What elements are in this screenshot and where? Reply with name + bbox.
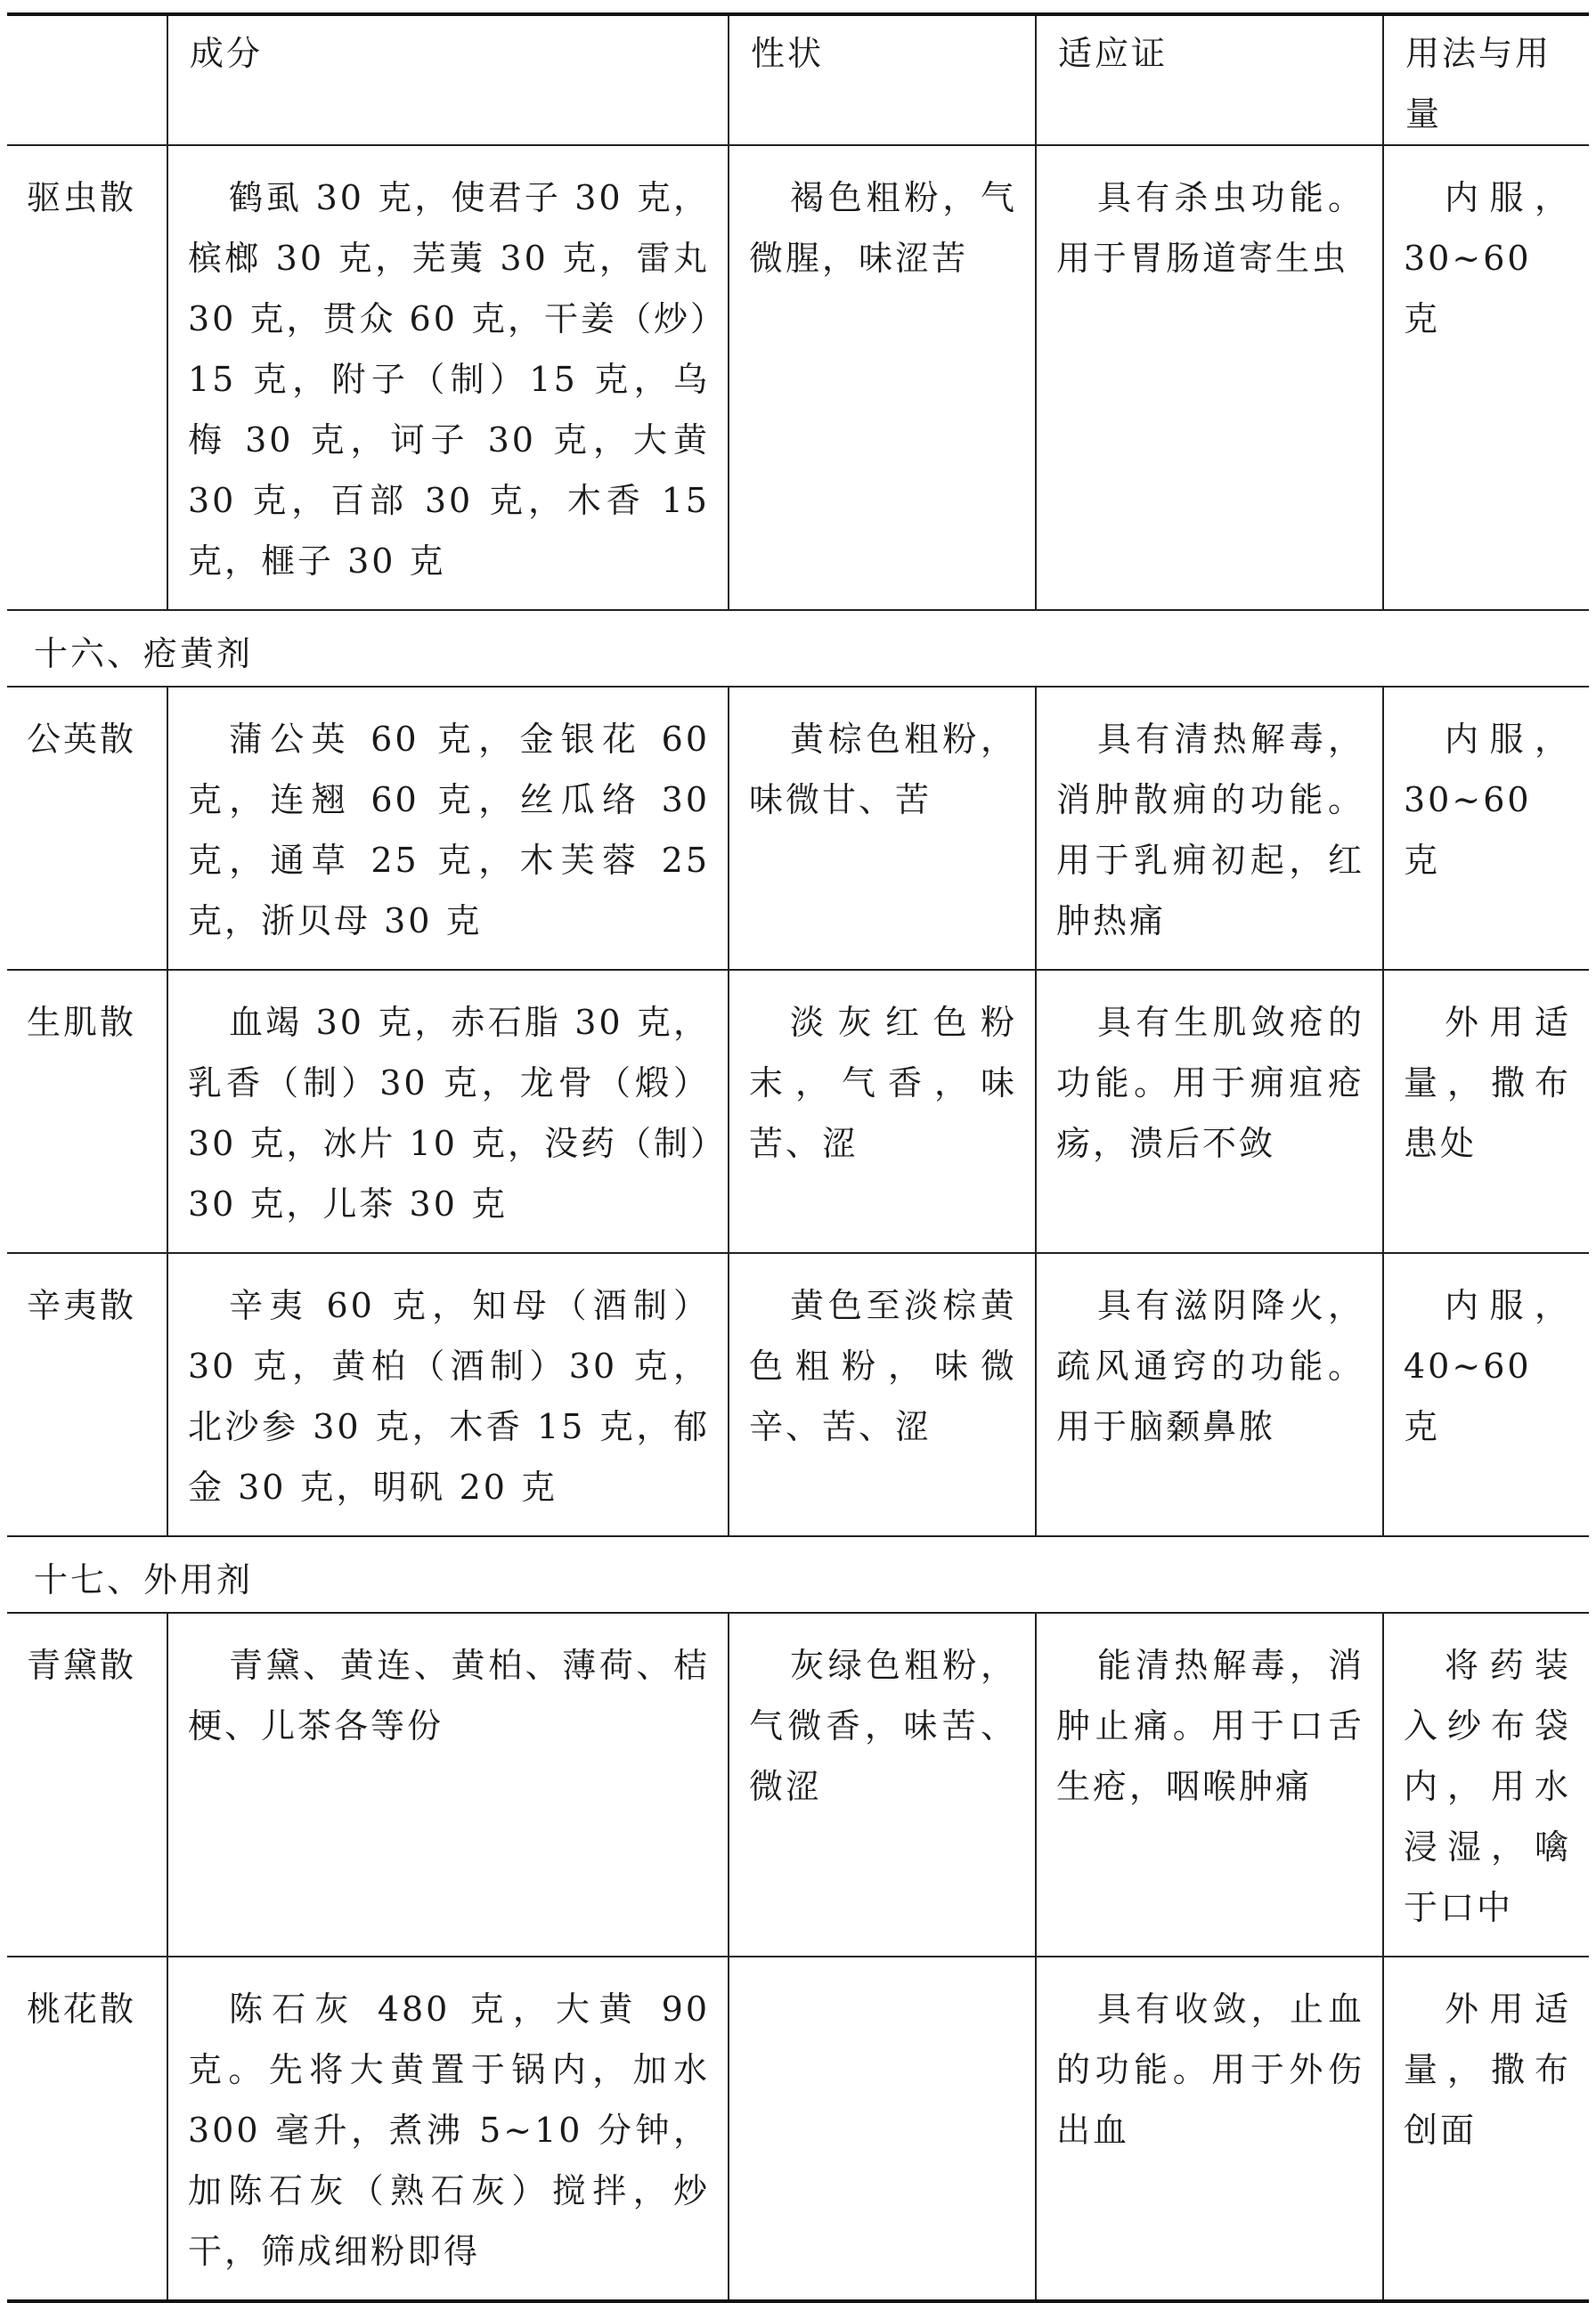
- section-title: 十七、外用剂: [7, 1536, 1589, 1613]
- formula-name: 生肌散: [7, 970, 167, 1253]
- formula-ingredients: [167, 145, 729, 610]
- usage-text: 内服，40~60 克: [1404, 1286, 1571, 1446]
- formula-ingredients: [167, 1253, 729, 1536]
- ingredients-text: 青黛、黄连、黄柏、薄荷、桔梗、儿茶各等份: [188, 1646, 710, 1746]
- formula-indications: [1036, 1253, 1383, 1536]
- formula-name: 青黛散: [7, 1613, 167, 1957]
- table-header-row: [7, 14, 1589, 145]
- properties-text: 褐色粗粉，气微腥，味涩苦: [749, 178, 1017, 278]
- ingredients-text: 鹤虱 30 克，使君子 30 克，槟榔 30 克，芜荑 30 克，雷丸 30 克，贯众 60 克，干姜（炒）15 克，附子（制）15 克，乌梅 30 克，诃子 30 克，大黄 30 克，百部 30 克，木香 15 克，榧子 30 克: [188, 178, 710, 581]
- formula-name: 辛夷散: [7, 1253, 167, 1536]
- table-row: [7, 1253, 1589, 1536]
- usage-text: 内服，30~60 克: [1404, 178, 1571, 338]
- formula-table: [7, 12, 1589, 2303]
- formula-usage: [1383, 1957, 1589, 2301]
- formula-usage: [1383, 1613, 1589, 1957]
- formula-properties: [729, 145, 1036, 610]
- formula-ingredients: [167, 1957, 729, 2301]
- properties-text: 淡灰红色粉末，气香，味苦、涩: [749, 1003, 1017, 1163]
- formula-usage: [1383, 1253, 1589, 1536]
- indications-text: 具有收敛，止血的功能。用于外伤出血: [1056, 1990, 1364, 2150]
- header-indications: 适应证: [1036, 14, 1383, 145]
- properties-text: 黄棕色粗粉，味微甘、苦: [749, 720, 1017, 819]
- formula-name: 驱虫散: [7, 145, 167, 610]
- ingredients-text: 辛夷 60 克，知母（酒制）30 克，黄柏（酒制）30 克，北沙参 30 克，木香 15 克，郁金 30 克，明矾 20 克: [188, 1286, 710, 1507]
- ingredients-text: 蒲公英 60 克，金银花 60 克，连翘 60 克，丝瓜络 30 克，通草 25 克，木芙蓉 25 克，浙贝母 30 克: [188, 720, 710, 940]
- ingredients-text: 陈石灰 480 克，大黄 90 克。先将大黄置于锅内，加水 300 毫升，煮沸 5~10 分钟，加陈石灰（熟石灰）搅拌，炒干，筛成细粉即得: [188, 1990, 710, 2271]
- table-row: [7, 687, 1589, 970]
- properties-text: 灰绿色粗粉，气微香，味苦、微涩: [749, 1646, 1017, 1806]
- formula-indications: [1036, 145, 1383, 610]
- header-properties: 性状: [729, 14, 1036, 145]
- table-row: [7, 1957, 1589, 2301]
- indications-text: 能清热解毒，消肿止痛。用于口舌生疮，咽喉肿痛: [1056, 1646, 1364, 1806]
- table-row: [7, 145, 1589, 610]
- indications-text: 具有清热解毒，消肿散痈的功能。用于乳痈初起，红肿热痛: [1056, 720, 1364, 940]
- header-usage: 用法与用量: [1383, 14, 1589, 145]
- formula-indications: [1036, 1957, 1383, 2301]
- formula-ingredients: [167, 687, 729, 970]
- header-ingredients: 成分: [167, 14, 729, 145]
- usage-text: 外用适量，撒布患处: [1404, 1003, 1571, 1163]
- formula-name: 桃花散: [7, 1957, 167, 2301]
- section-title-row: [7, 1536, 1589, 1613]
- formula-properties: [729, 1253, 1036, 1536]
- section-title: 十六、疮黄剂: [7, 610, 1589, 687]
- properties-text: 黄色至淡棕黄色粗粉，味微辛、苦、涩: [749, 1286, 1017, 1446]
- indications-text: 具有杀虫功能。用于胃肠道寄生虫: [1056, 178, 1364, 278]
- formula-indications: [1036, 687, 1383, 970]
- section-title-row: [7, 610, 1589, 687]
- formula-name: 公英散: [7, 687, 167, 970]
- usage-text: 外用适量，撒布创面: [1404, 1990, 1571, 2150]
- indications-text: 具有滋阴降火，疏风通窍的功能。用于脑颡鼻脓: [1056, 1286, 1364, 1446]
- formula-usage: [1383, 687, 1589, 970]
- indications-text: 具有生肌敛疮的功能。用于痈疽疮疡，溃后不敛: [1056, 1003, 1364, 1163]
- formula-usage: [1383, 145, 1589, 610]
- formula-properties: [729, 970, 1036, 1253]
- formula-ingredients: [167, 970, 729, 1253]
- table-row: [7, 970, 1589, 1253]
- formula-indications: [1036, 1613, 1383, 1957]
- usage-text: 内服，30~60 克: [1404, 720, 1571, 880]
- header-name: [7, 14, 167, 145]
- formula-usage: [1383, 970, 1589, 1253]
- formula-ingredients: [167, 1613, 729, 1957]
- usage-text: 将药装入纱布袋内，用水浸湿，噙于口中: [1404, 1646, 1571, 1927]
- formula-properties: [729, 1613, 1036, 1957]
- document-page: [7, 0, 1589, 2303]
- formula-properties: [729, 1957, 1036, 2301]
- formula-properties: [729, 687, 1036, 970]
- ingredients-text: 血竭 30 克，赤石脂 30 克，乳香（制）30 克，龙骨（煅）30 克，冰片 10 克，没药（制）30 克，儿茶 30 克: [188, 1003, 710, 1224]
- formula-indications: [1036, 970, 1383, 1253]
- table-row: [7, 1613, 1589, 1957]
